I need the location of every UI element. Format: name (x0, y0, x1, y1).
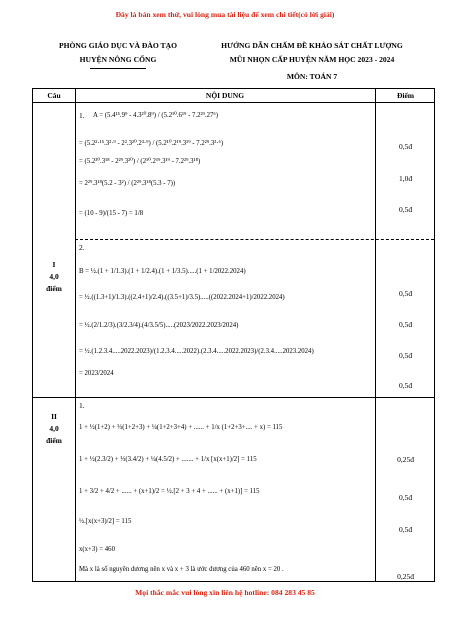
document-subtitle: MŨI NHỌN CẤP HUYỆN NĂM HỌC 2023 - 2024 (229, 55, 395, 64)
hotline-footer: Mọi thắc mắc vui lòng xin liên hệ hotline: 084 283 45 85 (135, 588, 315, 597)
point-value: 1,0đ (398, 174, 413, 183)
column-header-question: Câu (47, 91, 61, 100)
header-row-divider (33, 102, 434, 103)
document-title-block (196, 39, 428, 84)
point-value: 0,5đ (398, 525, 413, 534)
point-value: 0,5đ (398, 493, 413, 502)
point-value: 0,5đ (398, 351, 413, 360)
part-number: 1. (79, 111, 85, 120)
question-score: 4,0 (49, 272, 59, 281)
formula-line: = 2023/2024 (79, 370, 114, 377)
formula-line: ½.[x(x+3)/2] = 115 (79, 518, 132, 525)
formula-line: = (5.2²·¹⁵.3²·⁹ - 2².3²⁰.2³·⁹) / (5.2¹⁰.2¹⁹.3¹⁹ - 7.2²⁹.3³·⁶) (79, 140, 224, 147)
department-name: PHÒNG GIÁO DỤC VÀ ĐÀO TẠO (58, 41, 178, 50)
header-underline (90, 68, 146, 69)
part-divider (75, 239, 434, 240)
formula-line: 1 + ½(1+2) + ⅓(1+2+3) + ¼(1+2+3+4) + ...... + 1/x (1+2+3+.... + x) = 115 (79, 424, 283, 431)
formula-line: B = ½.(1 + 1/1.3).(1 + 1/2.4).(1 + 1/3.5).....(1 + 1/2022.2024) (79, 268, 246, 275)
point-value: 0,5đ (398, 205, 413, 214)
formula-line: = ½.(1.2.3.4.....2022.2023)/(1.2.3.4.....2022).(2.3.4.....2022.2023)/(2.3.4.....2023.2024) (79, 348, 314, 355)
formula-line: Mà x là số nguyên dương nên x và x + 3 là ước dương của 460 nên x = 20 . (79, 566, 284, 573)
column-header-points: Điểm (396, 91, 415, 100)
point-value: 0,5đ (398, 320, 413, 329)
column-divider (375, 89, 376, 581)
district-name: HUYỆN NÔNG CỐNG (79, 55, 157, 64)
department-header (48, 39, 188, 69)
question-roman: I (52, 260, 56, 269)
column-header-content: NỘI DUNG (205, 91, 245, 100)
question-unit: điểm (46, 436, 62, 445)
point-value: 0,5đ (398, 289, 413, 298)
point-value: 0,25đ (397, 572, 414, 581)
point-value: 0,5đ (398, 381, 413, 390)
formula-line: x(x+3) = 460 (79, 546, 115, 553)
question-2-label (33, 411, 75, 447)
formula-line: = (5.2³⁰.3¹⁸ - 2²⁹.3²⁰) / (2¹⁰.2¹⁹.3¹⁹ - 7.2²⁹.3¹⁸) (79, 158, 201, 165)
question-unit: điểm (46, 284, 62, 293)
grading-table (32, 88, 435, 582)
document-title: HƯỚNG DẪN CHẤM ĐỀ KHẢO SÁT CHẤT LƯỢNG (221, 41, 403, 50)
preview-banner: Đây là bản xem thử, vui lòng mua tài liệu để xem chi tiết(có lời giải) (115, 10, 335, 19)
part-number: 1. (79, 401, 85, 410)
formula-line: = ½.(2/1.2/3).(3/2.3/4).(4/3.5/5).....(2023/2022.2023/2024) (79, 322, 239, 329)
point-value: 0,25đ (397, 455, 414, 464)
question-divider (33, 397, 434, 398)
subject-label: MÔN: TOÁN 7 (286, 72, 338, 81)
question-1-label (33, 259, 75, 295)
question-score: 4,0 (49, 424, 59, 433)
question-roman: II (51, 412, 57, 421)
formula-line: 1 + 3/2 + 4/2 + ...... + (x+1)/2 = ½.[2 + 3 + 4 + ...... + (x+1)] = 115 (79, 488, 260, 495)
formula-line: A = (5.4¹⁵.9⁹ - 4.3²⁰.8⁹) / (5.2¹⁰.6¹⁹ - 7.2²⁹.27⁶) (93, 112, 219, 119)
part-number: 2. (79, 243, 85, 252)
formula-line: = 2²⁹.3¹⁸(5.2 - 3²) / (2²⁹.3¹⁸(5.3 - 7)) (79, 180, 176, 187)
formula-line: = ½.((1.3+1)/1.3).((2.4+1)/2.4).((3.5+1)/3.5).....((2022.2024+1)/2022.2024) (79, 294, 285, 301)
formula-line: 1 + ½(2.3/2) + ⅓(3.4/2) + ¼(4.5/2) + ....... + 1/x [x(x+1)/2] = 115 (79, 456, 257, 463)
formula-line: = (10 - 9)/(15 - 7) = 1/8 (79, 210, 144, 217)
column-divider (75, 89, 76, 581)
point-value: 0,5đ (398, 142, 413, 151)
